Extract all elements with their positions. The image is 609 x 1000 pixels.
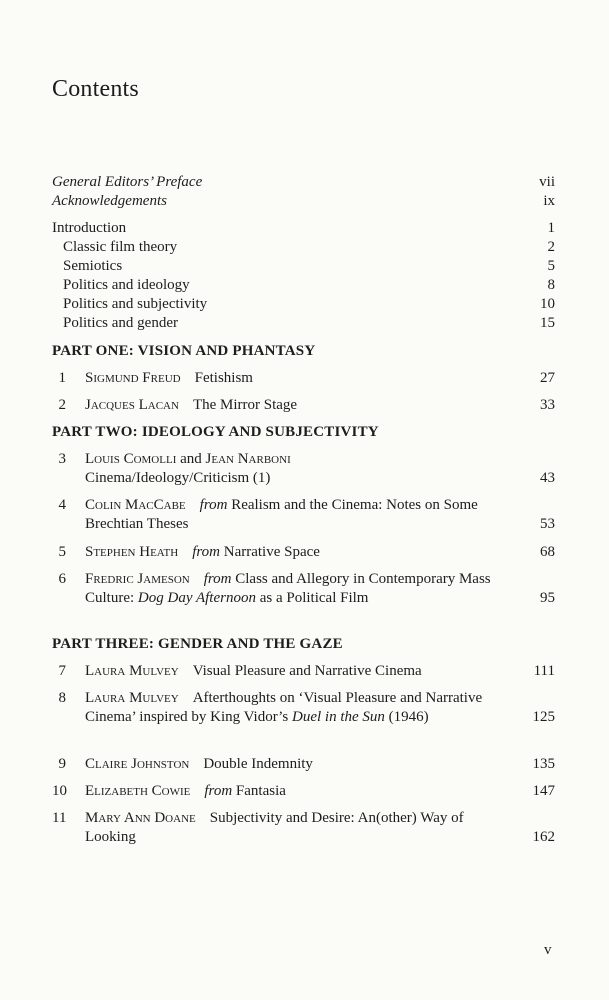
entry-title: as a Political Film xyxy=(259,590,369,606)
toc-intro-subitem[interactable] xyxy=(52,295,555,314)
toc-page-number: 162 xyxy=(532,829,555,845)
toc-page-number: 147 xyxy=(532,783,555,799)
entry-from: from xyxy=(199,497,228,513)
toc-intro-item[interactable] xyxy=(52,219,555,238)
entry-author: Jacques Lacan xyxy=(85,397,179,413)
toc-page-number: 125 xyxy=(532,709,555,725)
toc-page-number: 33 xyxy=(540,397,555,413)
toc-item-title: Introduction xyxy=(52,220,127,236)
toc-entry[interactable] xyxy=(52,782,555,801)
part-heading: PART TWO: IDEOLOGY AND SUBJECTIVITY xyxy=(52,424,379,440)
entry-number: 2 xyxy=(58,397,66,413)
toc-front-item[interactable] xyxy=(52,192,555,211)
toc-page-number: 43 xyxy=(540,470,555,486)
toc-page-number: vii xyxy=(539,174,555,190)
toc-front-item[interactable] xyxy=(52,173,555,192)
toc-item-title: Politics and subjectivity xyxy=(63,296,208,312)
toc-item-title: Politics and gender xyxy=(63,315,178,331)
toc-item-title: Acknowledgements xyxy=(52,193,167,209)
entry-author: Sigmund Freud xyxy=(85,370,181,386)
entry-number: 6 xyxy=(58,571,66,587)
entry-title: Class and Allegory in Contemporary Mass Culture: xyxy=(85,571,491,606)
part-heading: PART ONE: VISION AND PHANTASY xyxy=(52,343,316,359)
toc-page-number: 135 xyxy=(532,756,555,772)
entry-author: Louis Comolli xyxy=(85,451,177,467)
entry-number: 9 xyxy=(58,756,66,772)
entry-and: and xyxy=(180,451,202,467)
entry-number: 10 xyxy=(52,783,67,799)
toc-page-number: ix xyxy=(543,193,555,209)
toc-intro-subitem[interactable] xyxy=(52,257,555,276)
entry-title: Double Indemnity xyxy=(203,756,313,772)
part-heading: PART THREE: GENDER AND THE GAZE xyxy=(52,636,343,652)
toc-item-title: General Editors’ Preface xyxy=(52,174,203,190)
entry-author: Laura Mulvey xyxy=(85,663,179,679)
toc-page-number: 8 xyxy=(547,277,555,293)
toc-page-number: 53 xyxy=(540,516,555,532)
toc-entry[interactable] xyxy=(52,809,555,847)
entry-author: Jean Narboni xyxy=(205,451,291,467)
toc-entry[interactable] xyxy=(52,689,555,727)
toc-item-title: Politics and ideology xyxy=(63,277,190,293)
entry-author: Fredric Jameson xyxy=(85,571,190,587)
entry-number: 11 xyxy=(52,810,67,826)
toc-page-number: 5 xyxy=(547,258,555,274)
toc-page-number: 27 xyxy=(540,370,555,386)
entry-title: Fetishism xyxy=(194,370,253,386)
entry-author: Stephen Heath xyxy=(85,544,179,560)
entry-title: Subjectivity and Desire: An(other) Way of Looking xyxy=(85,810,464,845)
entry-number: 5 xyxy=(58,544,66,560)
entry-title-italic: Dog Day Afternoon xyxy=(137,590,256,606)
toc-intro-subitem[interactable] xyxy=(52,276,555,295)
toc-page-number: 1 xyxy=(547,220,555,236)
toc-entry[interactable] xyxy=(52,369,555,388)
toc-entry[interactable] xyxy=(52,662,555,681)
entry-number: 7 xyxy=(58,663,66,679)
toc-entry[interactable] xyxy=(52,496,555,534)
entry-title: Narrative Space xyxy=(223,544,320,560)
entry-number: 3 xyxy=(58,451,66,467)
toc-item-title: Classic film theory xyxy=(63,239,178,255)
page-title: Contents xyxy=(52,76,139,102)
entry-author: Elizabeth Cowie xyxy=(85,783,191,799)
entry-number: 1 xyxy=(58,370,66,386)
toc-entry[interactable] xyxy=(52,450,555,488)
entry-author: Mary Ann Doane xyxy=(85,810,196,826)
toc-entry[interactable] xyxy=(52,570,555,608)
entry-title: Cinema/Ideology/Criticism (1) xyxy=(85,470,271,486)
entry-title: Fantasia xyxy=(235,783,286,799)
toc-entry[interactable] xyxy=(52,543,555,562)
entry-author: Claire Johnston xyxy=(85,756,190,772)
toc-page-number: 15 xyxy=(540,315,555,331)
entry-number: 4 xyxy=(58,497,66,513)
entry-title: Visual Pleasure and Narrative Cinema xyxy=(192,663,422,679)
entry-author: Laura Mulvey xyxy=(85,690,179,706)
entry-title: The Mirror Stage xyxy=(192,397,298,413)
toc-entry[interactable] xyxy=(52,396,555,415)
toc-page-number: 2 xyxy=(547,239,555,255)
entry-from: from xyxy=(192,544,220,560)
entry-title-italic: Duel in the Sun xyxy=(292,709,385,725)
entry-from: from xyxy=(204,783,233,799)
toc-page-number: 10 xyxy=(540,296,555,312)
entry-title: Realism and the Cinema: Notes on Some Brechtian Theses xyxy=(85,497,478,532)
folio-page-number: v xyxy=(544,942,552,958)
entry-title: (1946) xyxy=(388,709,429,725)
entry-number: 8 xyxy=(58,690,66,706)
toc-intro-subitem[interactable] xyxy=(52,314,555,333)
toc-item-title: Semiotics xyxy=(63,258,123,274)
toc-page-number: 95 xyxy=(540,590,555,606)
entry-author: Colin MacCabe xyxy=(85,497,186,513)
entry-title: Afterthoughts on ‘Visual Pleasure and Narrative Cinema’ inspired by King Vidor’s xyxy=(85,690,483,725)
toc-intro-subitem[interactable] xyxy=(52,238,555,257)
toc-page-number: 111 xyxy=(533,663,555,679)
toc-page-number: 68 xyxy=(540,544,555,560)
toc-entry[interactable] xyxy=(52,755,555,774)
entry-from: from xyxy=(203,571,232,587)
